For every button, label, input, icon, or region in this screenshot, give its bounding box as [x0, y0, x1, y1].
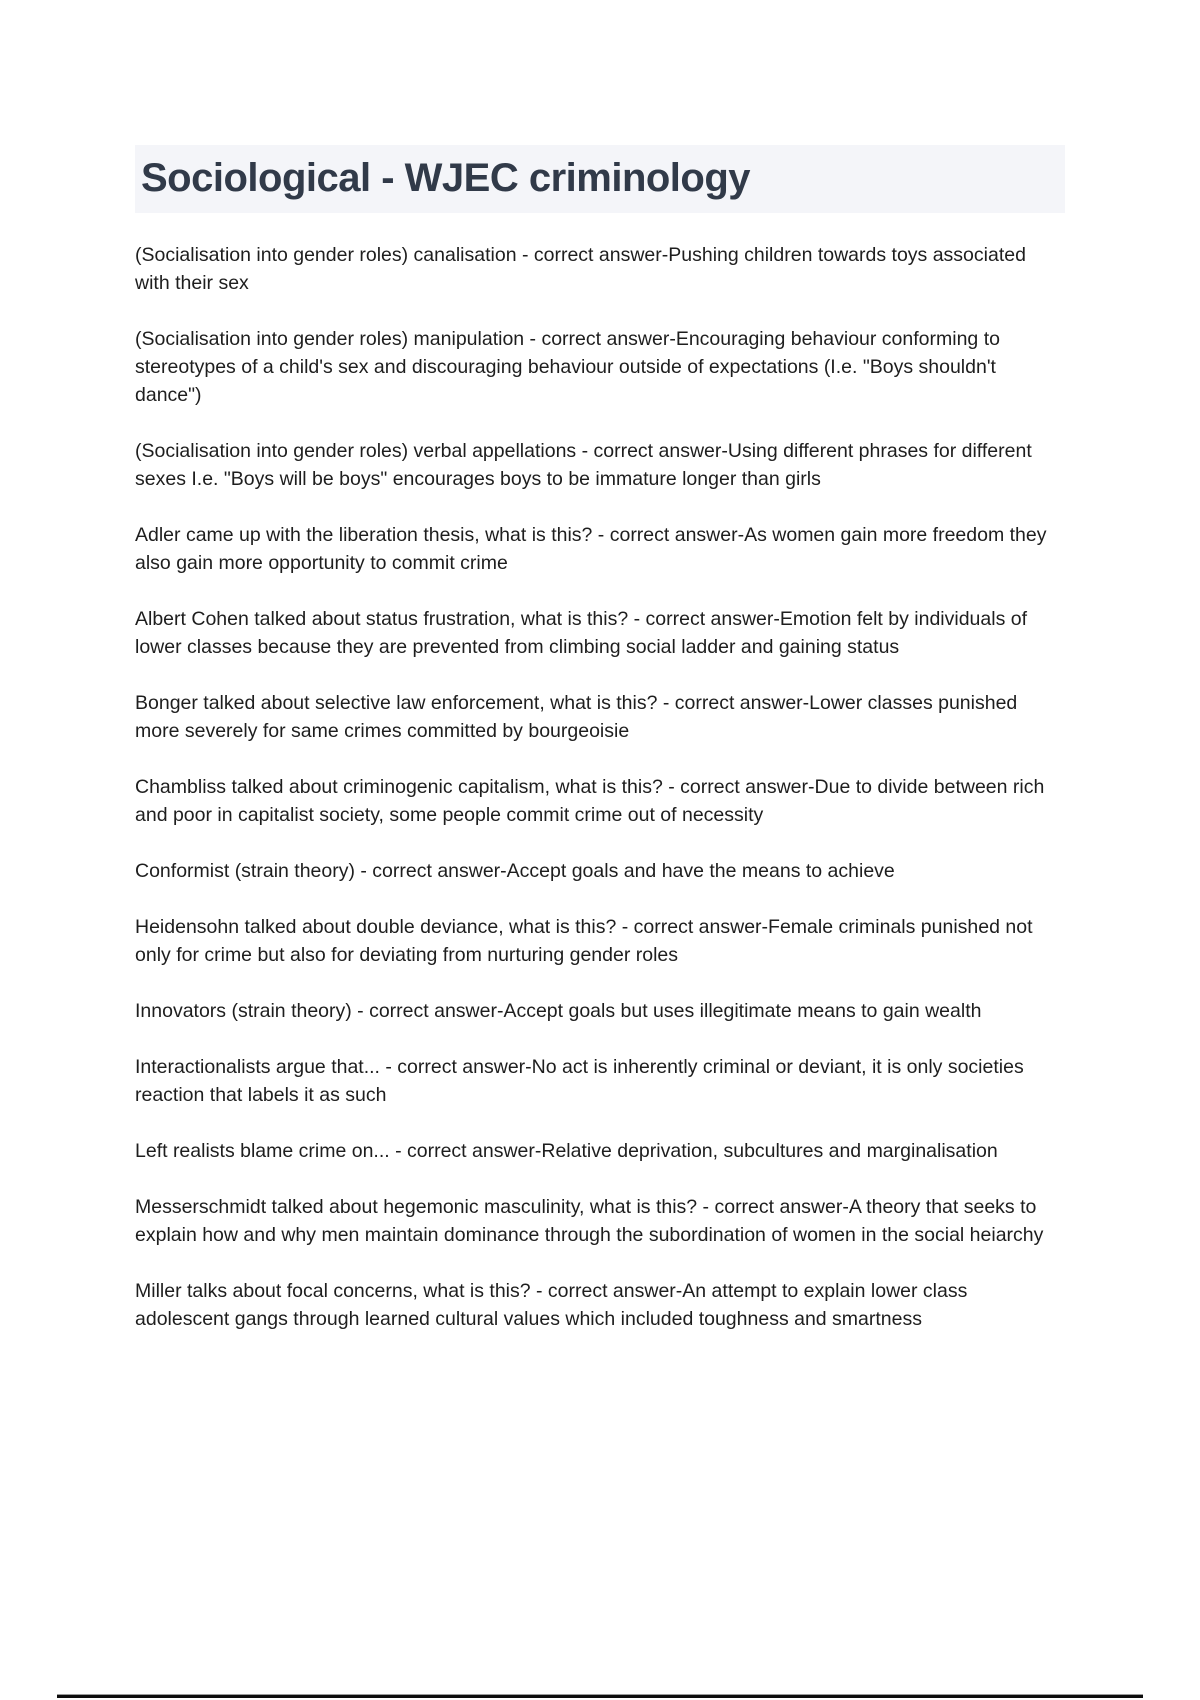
flashcard-paragraph: Left realists blame crime on... - correct answer-Relative deprivation, subcultures and marginalisation	[135, 1140, 998, 1162]
flashcard-paragraph: Chambliss talked about criminogenic capitalism, what is this? - correct answer-Due to divide between rich and poor in capitalist society, some people commit crime out of necessity	[135, 776, 1045, 826]
flashcard-paragraph: Interactionalists argue that... - correct answer-No act is inherently criminal or deviant, it is only societies reaction that labels it as such	[135, 1056, 1024, 1106]
flashcard-paragraph: (Socialisation into gender roles) verbal appellations - correct answer-Using different phrases for different sexes I.e. "Boys will be boys" encourages boys to be immature longer than girls	[135, 440, 1032, 490]
flashcard-paragraph: Innovators (strain theory) - correct answer-Accept goals but uses illegitimate means to gain wealth	[135, 1000, 982, 1022]
flashcard-paragraph: Bonger talked about selective law enforcement, what is this? - correct answer-Lower classes punished more severely for same crimes committed by bourgeoisie	[135, 692, 1018, 742]
page-title: Sociological - WJEC criminology	[135, 145, 1065, 213]
flashcard-paragraph: (Socialisation into gender roles) manipulation - correct answer-Encouraging behaviour conforming to stereotypes of a child's sex and discouraging behaviour outside of expectations (I.e. "Boys shouldn't dance")	[135, 328, 1000, 406]
page-bottom-divider	[57, 1694, 1143, 1698]
flashcard-paragraph: Adler came up with the liberation thesis, what is this? - correct answer-As women gain more freedom they also gain more opportunity to commit crime	[135, 524, 1047, 574]
flashcard-paragraph: (Socialisation into gender roles) canalisation - correct answer-Pushing children towards toys associated with their sex	[135, 244, 1026, 294]
flashcard-paragraph: Conformist (strain theory) - correct answer-Accept goals and have the means to achieve	[135, 860, 895, 882]
flashcard-paragraph: Heidensohn talked about double deviance, what is this? - correct answer-Female criminals punished not only for crime but also for deviating from nurturing gender roles	[135, 916, 1033, 966]
flashcard-paragraph: Messerschmidt talked about hegemonic masculinity, what is this? - correct answer-A theory that seeks to explain how and why men maintain dominance through the subordination of women in the social heiarchy	[135, 1196, 1044, 1246]
flashcard-paragraph: Miller talks about focal concerns, what is this? - correct answer-An attempt to explain lower class adolescent gangs through learned cultural values which included toughness and smartness	[135, 1280, 968, 1330]
flashcard-paragraph: Albert Cohen talked about status frustration, what is this? - correct answer-Emotion felt by individuals of lower classes because they are prevented from climbing social ladder and gaining status	[135, 608, 1028, 658]
